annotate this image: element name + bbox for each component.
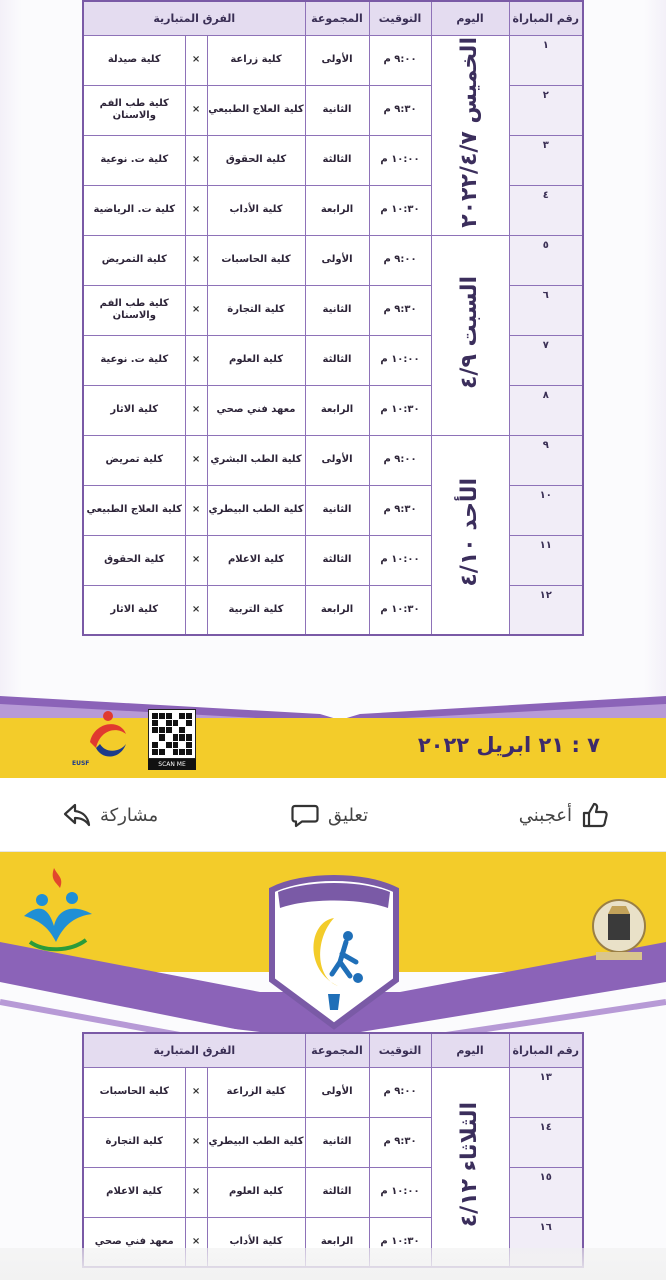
group-cell: الرابعة xyxy=(305,185,369,235)
team-b-cell: كلية الاعلام xyxy=(83,1167,185,1217)
header-day: اليوم xyxy=(431,1,509,35)
match-number-cell: ١٤ xyxy=(509,1117,583,1167)
poster-frame-left xyxy=(0,0,22,700)
group-cell: الرابعة xyxy=(305,385,369,435)
time-cell: ١٠:٣٠ م xyxy=(369,385,431,435)
team-a-cell: كلية الطب البيطري xyxy=(207,1117,305,1167)
university-logo-icon xyxy=(588,892,650,964)
match-number-cell: ٥ xyxy=(509,235,583,285)
team-b-cell: كلية طب الفم والاسنان xyxy=(83,285,185,335)
header-teams: الفرق المتبارية xyxy=(83,1,305,35)
group-cell: الأولى xyxy=(305,35,369,85)
versus-cell: × xyxy=(185,1217,207,1267)
versus-cell: × xyxy=(185,1167,207,1217)
header-match-no: رقم المباراة xyxy=(509,1033,583,1067)
versus-cell: × xyxy=(185,135,207,185)
time-cell: ٩:٣٠ م xyxy=(369,1117,431,1167)
group-cell: الثانية xyxy=(305,85,369,135)
header-time: التوقيت xyxy=(369,1033,431,1067)
table-row xyxy=(83,35,583,85)
time-cell: ٩:٠٠ م xyxy=(369,1067,431,1117)
versus-cell: × xyxy=(185,85,207,135)
table-row xyxy=(83,435,583,485)
share-label: مشاركة xyxy=(100,804,159,826)
team-b-cell: كلية التمريض xyxy=(83,235,185,285)
team-a-cell: كلية العلوم xyxy=(207,335,305,385)
versus-cell: × xyxy=(185,1067,207,1117)
day-label: الخميس ٢٠٢٢/٤/٧ xyxy=(457,37,483,229)
time-cell: ٩:٠٠ م xyxy=(369,235,431,285)
day-label: الأحد ٤/١٠ xyxy=(457,478,483,587)
header-day: اليوم xyxy=(431,1033,509,1067)
bottom-poster-image xyxy=(0,852,666,1280)
team-b-cell: كلية العلاج الطبيعي xyxy=(83,485,185,535)
group-cell: الثانية xyxy=(305,485,369,535)
group-cell: الأولى xyxy=(305,435,369,485)
team-a-cell: كلية الحقوق xyxy=(207,135,305,185)
time-cell: ١٠:٠٠ م xyxy=(369,535,431,585)
team-a-cell: كلية الطب البشري xyxy=(207,435,305,485)
team-a-cell: كلية التجارة xyxy=(207,285,305,335)
team-b-cell: كلية تمريض xyxy=(83,435,185,485)
match-number-cell: ٨ xyxy=(509,385,583,435)
header-time: التوقيت xyxy=(369,1,431,35)
match-number-cell: ٤ xyxy=(509,185,583,235)
match-number-cell: ٦ xyxy=(509,285,583,335)
team-a-cell: كلية العلوم xyxy=(207,1167,305,1217)
youth-ministry-logo-icon xyxy=(14,864,100,960)
versus-cell: × xyxy=(185,35,207,85)
time-cell: ١٠:٠٠ م xyxy=(369,1167,431,1217)
team-b-cell: كلية صيدلة xyxy=(83,35,185,85)
group-cell: الثالثة xyxy=(305,1167,369,1217)
group-cell: الثالثة xyxy=(305,335,369,385)
header-teams: الفرق المتبارية xyxy=(83,1033,305,1067)
team-b-cell: كلية ت. نوعية xyxy=(83,135,185,185)
group-cell: الثالثة xyxy=(305,535,369,585)
time-cell: ١٠:٣٠ م xyxy=(369,1217,431,1267)
table-row xyxy=(83,1067,583,1117)
match-number-cell: ١٣ xyxy=(509,1067,583,1117)
team-a-cell: كلية الحاسبات xyxy=(207,235,305,285)
team-b-cell: كلية الحقوق xyxy=(83,535,185,585)
versus-cell: × xyxy=(185,335,207,385)
match-number-cell: ٢ xyxy=(509,85,583,135)
header-group: المجموعة xyxy=(305,1,369,35)
share-button[interactable] xyxy=(62,798,158,832)
like-label: أعجبني xyxy=(518,804,572,826)
group-cell: الرابعة xyxy=(305,1217,369,1267)
team-a-cell: كلية الأداب xyxy=(207,1217,305,1267)
versus-cell: × xyxy=(185,585,207,635)
versus-cell: × xyxy=(185,285,207,335)
table-row xyxy=(83,235,583,285)
tournament-date-range: ٧ : ٢١ ابريل ٢٠٢٢ xyxy=(417,733,600,757)
poster-frame-right xyxy=(644,0,666,700)
comment-label: تعليق xyxy=(328,804,369,826)
table-header-row xyxy=(83,1,583,35)
day-label: السبت ٤/٩ xyxy=(457,276,483,390)
group-cell: الأولى xyxy=(305,235,369,285)
day-label: الثلاثاء ٤/١٢ xyxy=(457,1101,483,1228)
match-number-cell: ٩ xyxy=(509,435,583,485)
comment-button[interactable] xyxy=(290,798,368,832)
time-cell: ٩:٠٠ م xyxy=(369,435,431,485)
share-arrow-icon xyxy=(62,800,92,830)
qr-code-icon xyxy=(148,709,196,759)
time-cell: ٩:٣٠ م xyxy=(369,285,431,335)
team-a-cell: كلية زراعة xyxy=(207,35,305,85)
team-b-cell: كلية الاثار xyxy=(83,385,185,435)
versus-cell: × xyxy=(185,535,207,585)
team-a-cell: كلية الطب البيطري xyxy=(207,485,305,535)
scan-me-label: SCAN ME xyxy=(148,759,196,770)
versus-cell: × xyxy=(185,485,207,535)
eusf-label: EUSF xyxy=(72,760,90,767)
time-cell: ١٠:٠٠ م xyxy=(369,135,431,185)
team-b-cell: كلية طب الفم والاسنان xyxy=(83,85,185,135)
versus-cell: × xyxy=(185,1117,207,1167)
like-button[interactable] xyxy=(519,798,610,832)
team-b-cell: معهد فني صحي xyxy=(83,1217,185,1267)
bottom-schedule-table xyxy=(82,1032,584,1268)
match-number-cell: ٧ xyxy=(509,335,583,385)
match-number-cell: ١٠ xyxy=(509,485,583,535)
time-cell: ٩:٣٠ م xyxy=(369,85,431,135)
team-b-cell: كلية ت. الرياضية xyxy=(83,185,185,235)
match-number-cell: ١٢ xyxy=(509,585,583,635)
day-cell xyxy=(431,35,509,235)
team-b-cell: كلية الاثار xyxy=(83,585,185,635)
time-cell: ١٠:٠٠ م xyxy=(369,335,431,385)
header-group: المجموعة xyxy=(305,1033,369,1067)
group-cell: الثالثة xyxy=(305,135,369,185)
team-a-cell: كلية العلاج الطبيعي xyxy=(207,85,305,135)
post-action-bar xyxy=(0,778,666,852)
time-cell: ٩:٠٠ م xyxy=(369,35,431,85)
team-a-cell: كلية الاعلام xyxy=(207,535,305,585)
team-a-cell: كلية التربية xyxy=(207,585,305,635)
comment-bubble-icon xyxy=(290,800,320,830)
team-a-cell: معهد فني صحي xyxy=(207,385,305,435)
day-cell xyxy=(431,1067,509,1267)
team-a-cell: كلية الزراعة xyxy=(207,1067,305,1117)
match-number-cell: ١١ xyxy=(509,535,583,585)
versus-cell: × xyxy=(185,235,207,285)
group-cell: الأولى xyxy=(305,1067,369,1117)
team-b-cell: كلية الحاسبات xyxy=(83,1067,185,1117)
group-cell: الثانية xyxy=(305,285,369,335)
screen-bottom-fade xyxy=(0,1248,666,1280)
versus-cell: × xyxy=(185,435,207,485)
group-cell: الثانية xyxy=(305,1117,369,1167)
team-b-cell: كلية التجارة xyxy=(83,1117,185,1167)
time-cell: ١٠:٣٠ م xyxy=(369,185,431,235)
thumbs-up-icon xyxy=(580,800,610,830)
day-cell xyxy=(431,235,509,435)
header-match-no: رقم المباراة xyxy=(509,1,583,35)
top-schedule-table xyxy=(82,0,584,636)
table-header-row xyxy=(83,1033,583,1067)
team-a-cell: كلية الأداب xyxy=(207,185,305,235)
versus-cell: × xyxy=(185,185,207,235)
versus-cell: × xyxy=(185,385,207,435)
match-number-cell: ١ xyxy=(509,35,583,85)
time-cell: ١٠:٣٠ م xyxy=(369,585,431,635)
match-number-cell: ١٥ xyxy=(509,1167,583,1217)
tournament-emblem-icon xyxy=(264,870,404,1030)
time-cell: ٩:٣٠ م xyxy=(369,485,431,535)
match-number-cell: ٣ xyxy=(509,135,583,185)
group-cell: الرابعة xyxy=(305,585,369,635)
day-cell xyxy=(431,435,509,635)
match-number-cell: ١٦ xyxy=(509,1217,583,1267)
team-b-cell: كلية ت. نوعية xyxy=(83,335,185,385)
